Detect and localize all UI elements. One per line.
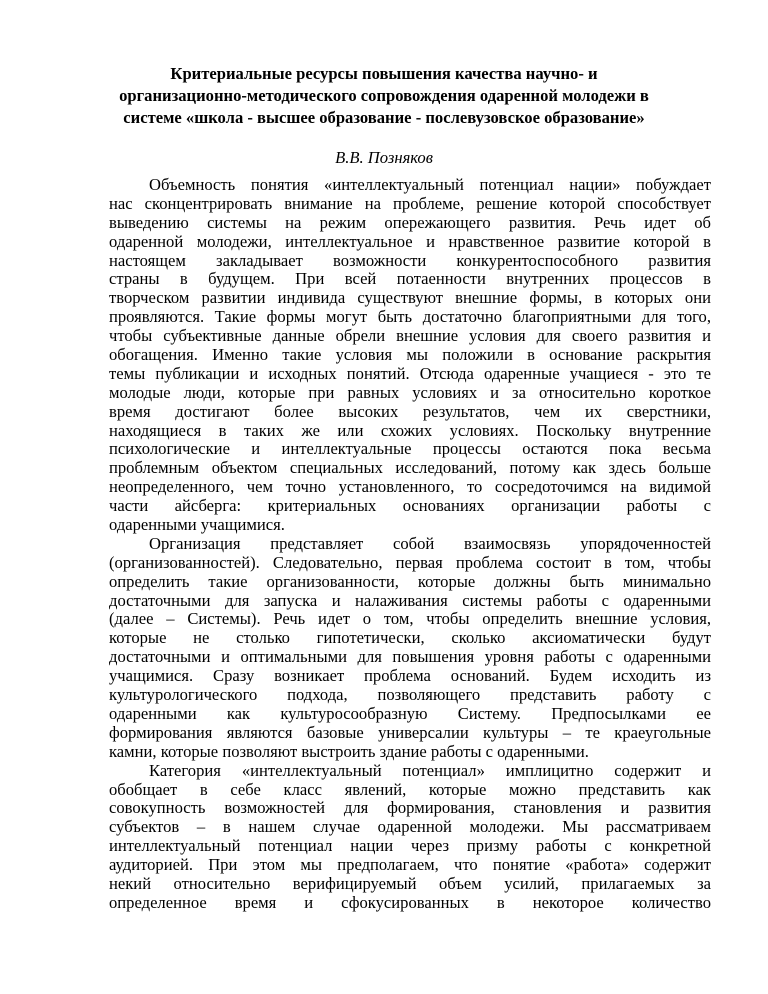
text-line: выведению системы на режим опережающего развития. Речь идет об [109, 212, 711, 232]
text-line: настоящем закладывает возможности конкурентоспособного развития [109, 250, 711, 270]
author-name: В.В. Позняков [335, 148, 433, 167]
title-line: Критериальные ресурсы повышения качества научно- и [170, 64, 598, 83]
text-line: проблемным объектом специальных исследований, потому как здесь больше [109, 458, 711, 478]
text-line: неопределенного, чем точно установленного, то сосредоточимся на видимой [109, 477, 711, 497]
text-line: формирования являются базовые универсалии культуры – те краеугольные [109, 722, 711, 742]
title-line: системе «школа - высшее образование - послевузовское образование» [123, 108, 645, 127]
text-line: чтобы субъективные данные обрели внешние условия для своего развития и [109, 326, 711, 346]
text-line: Объемность понятия «интеллектуальный потенциал нации» побуждает [149, 175, 711, 194]
text-line: которые не столько гипотетически, сколько аксиоматически будут [109, 628, 711, 648]
text-line: психологические и интеллектуальные процессы остаются пока весьма [109, 439, 711, 459]
text-line: одаренными как культуросообразную Систему. Предпосылками ее [109, 703, 711, 723]
text-line: нас сконцентрировать внимание на проблеме, решение которой способствует [109, 193, 711, 213]
text-line: одаренной молодежи, интеллектуальное и нравственное развитие которой в [109, 231, 711, 251]
text-line: темы публикации и исходных понятий. Отсюда одаренные учащиеся - это те [109, 363, 711, 383]
text-line: достаточными для запуска и налаживания системы работы с одаренными [109, 590, 711, 610]
text-line: субъектов – в нашем случае одаренной молодежи. Мы рассматриваем [109, 817, 711, 837]
text-line: культурологического подхода, позволяющего представить работу с [109, 685, 711, 705]
text-line: одаренными учащимися. [109, 515, 285, 535]
text-line: Категория «интеллектуальный потенциал» имплицитно содержит и [149, 760, 711, 780]
text-line: Организация представляет собой взаимосвязь упорядоченностей [149, 533, 711, 553]
text-line: части айсберга: критериальных основаниях организации работы с [109, 496, 711, 516]
text-line: страны в будущем. При всей потаенности внутренних процессов в [109, 269, 711, 289]
text-line: интеллектуальный потенциал нации через призму работы с конкретной [109, 836, 711, 856]
text-line: учащимися. Сразу возникает проблема оснований. Будем исходить из [109, 666, 711, 686]
text-line: достаточными и оптимальными для повышения уровня работы с одаренными [109, 647, 711, 667]
paragraph [109, 176, 711, 535]
title-line: организационно-методического сопровождения одаренной молодежи в [119, 86, 649, 105]
paragraph [109, 762, 711, 913]
document-title [80, 63, 688, 129]
text-line: обобщает в себе класс явлений, которые можно представить как [109, 779, 711, 799]
text-line: совокупность возможностей для формирования, становления и развития [109, 798, 711, 818]
text-line: проявляются. Такие формы могут быть достаточно благоприятными для того, [109, 307, 711, 327]
text-line: находящиеся в таких же или схожих условиях. Поскольку внутренние [109, 420, 711, 440]
text-line: некий относительно верифицируемый объем усилий, прилагаемых за [109, 873, 711, 893]
text-line: (далее – Системы). Речь идет о том, чтобы определить внешние условия, [109, 609, 711, 629]
text-line: время достигают более высоких результатов, чем их сверстники, [109, 401, 711, 421]
text-line: камни, которые позволяют выстроить здание работы с одаренными. [109, 741, 589, 761]
text-line: (организованностей). Следовательно, первая проблема состоит в том, чтобы [109, 552, 711, 572]
text-line: определенное время и сфокусированных в некоторое количество [109, 892, 711, 912]
paragraph [109, 535, 711, 762]
text-line: обогащения. Именно такие условия мы положили в основание раскрытия [109, 345, 711, 365]
text-line: аудиторией. При этом мы предполагаем, что понятие «работа» содержит [109, 855, 711, 875]
text-line: определить такие организованности, которые должны быть минимально [109, 571, 711, 591]
text-line: творческом развитии индивида существуют внешние формы, в которых они [109, 288, 711, 308]
body-text [109, 176, 711, 913]
text-line: молодые люди, которые при равных условиях и за относительно короткое [109, 382, 711, 402]
